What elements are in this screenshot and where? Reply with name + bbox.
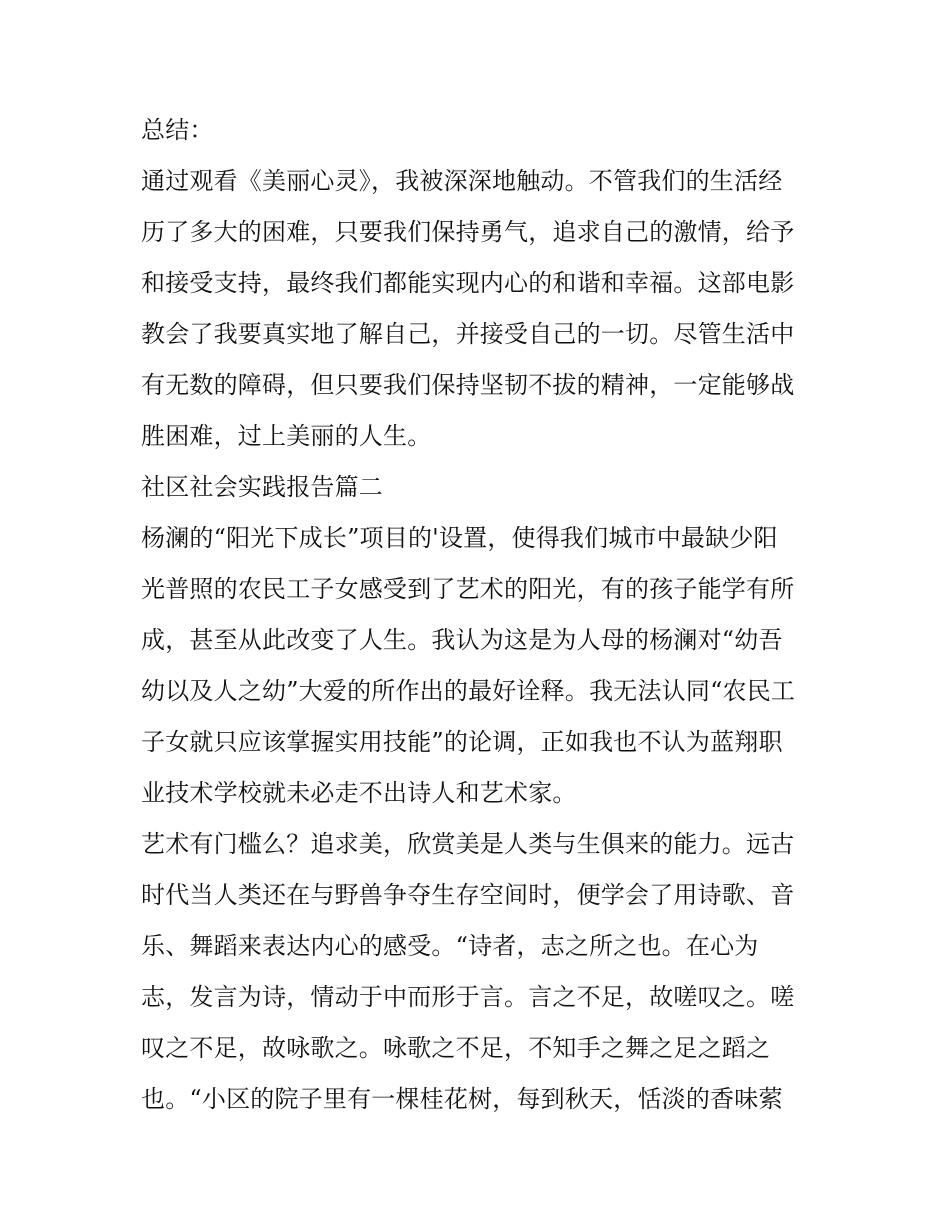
text-line: 教会了我要真实地了解自己，并接受自己的一切。尽管生活中 — [141, 320, 795, 348]
text-line: 杨澜的“阳光下成长”项目的'设置，使得我们城市中最缺少阳 — [141, 524, 778, 552]
text-line: 胜困难，过上美丽的人生。 — [141, 422, 432, 450]
text-line: 有无数的障碍，但只要我们保持坚韧不拔的精神，一定能够战 — [141, 371, 795, 399]
text-line: 叹之不足，故咏歌之。咏歌之不足，不知手之舞之足之蹈之 — [141, 1034, 771, 1062]
text-line: 艺术有门槛么？追求美，欣赏美是人类与生俱来的能力。远古 — [141, 830, 795, 858]
section-heading-report-2: 社区社会实践报告篇二 — [141, 473, 383, 501]
text-line: 和接受支持，最终我们都能实现内心的和谐和幸福。这部电影 — [141, 269, 795, 297]
text-line: 通过观看《美丽心灵》，我被深深地触动。不管我们的生活经 — [141, 167, 783, 195]
section-heading-summary: 总结： — [141, 116, 214, 144]
text-line: 幼以及人之幼”大爱的所作出的最好诠释。我无法认同“农民工 — [141, 677, 796, 705]
document-body — [141, 110, 821, 1130]
text-line: 时代当人类还在与野兽争夺生存空间时，便学会了用诗歌、音 — [141, 881, 795, 909]
text-line: 志，发言为诗，情动于中而形于言。言之不足，故嗟叹之。嗟 — [141, 983, 795, 1011]
text-line: 成，甚至从此改变了人生。我认为这是为人母的杨澜对“幼吾 — [141, 626, 783, 654]
text-line: 也。“小区的院子里有一棵桂花树，每到秋天，恬淡的香味萦 — [141, 1085, 783, 1113]
text-line: 子女就只应该掌握实用技能”的论调，正如我也不认为蓝翔职 — [141, 728, 783, 756]
text-line: 历了多大的困难，只要我们保持勇气，追求自己的激情，给予 — [141, 218, 795, 246]
text-line: 业技术学校就未必走不出诗人和艺术家。 — [141, 779, 577, 807]
text-line: 光普照的农民工子女感受到了艺术的阳光，有的孩子能学有所 — [141, 575, 795, 603]
text-line: 乐、舞蹈来表达内心的感受。“诗者，志之所之也。在心为 — [141, 932, 759, 960]
